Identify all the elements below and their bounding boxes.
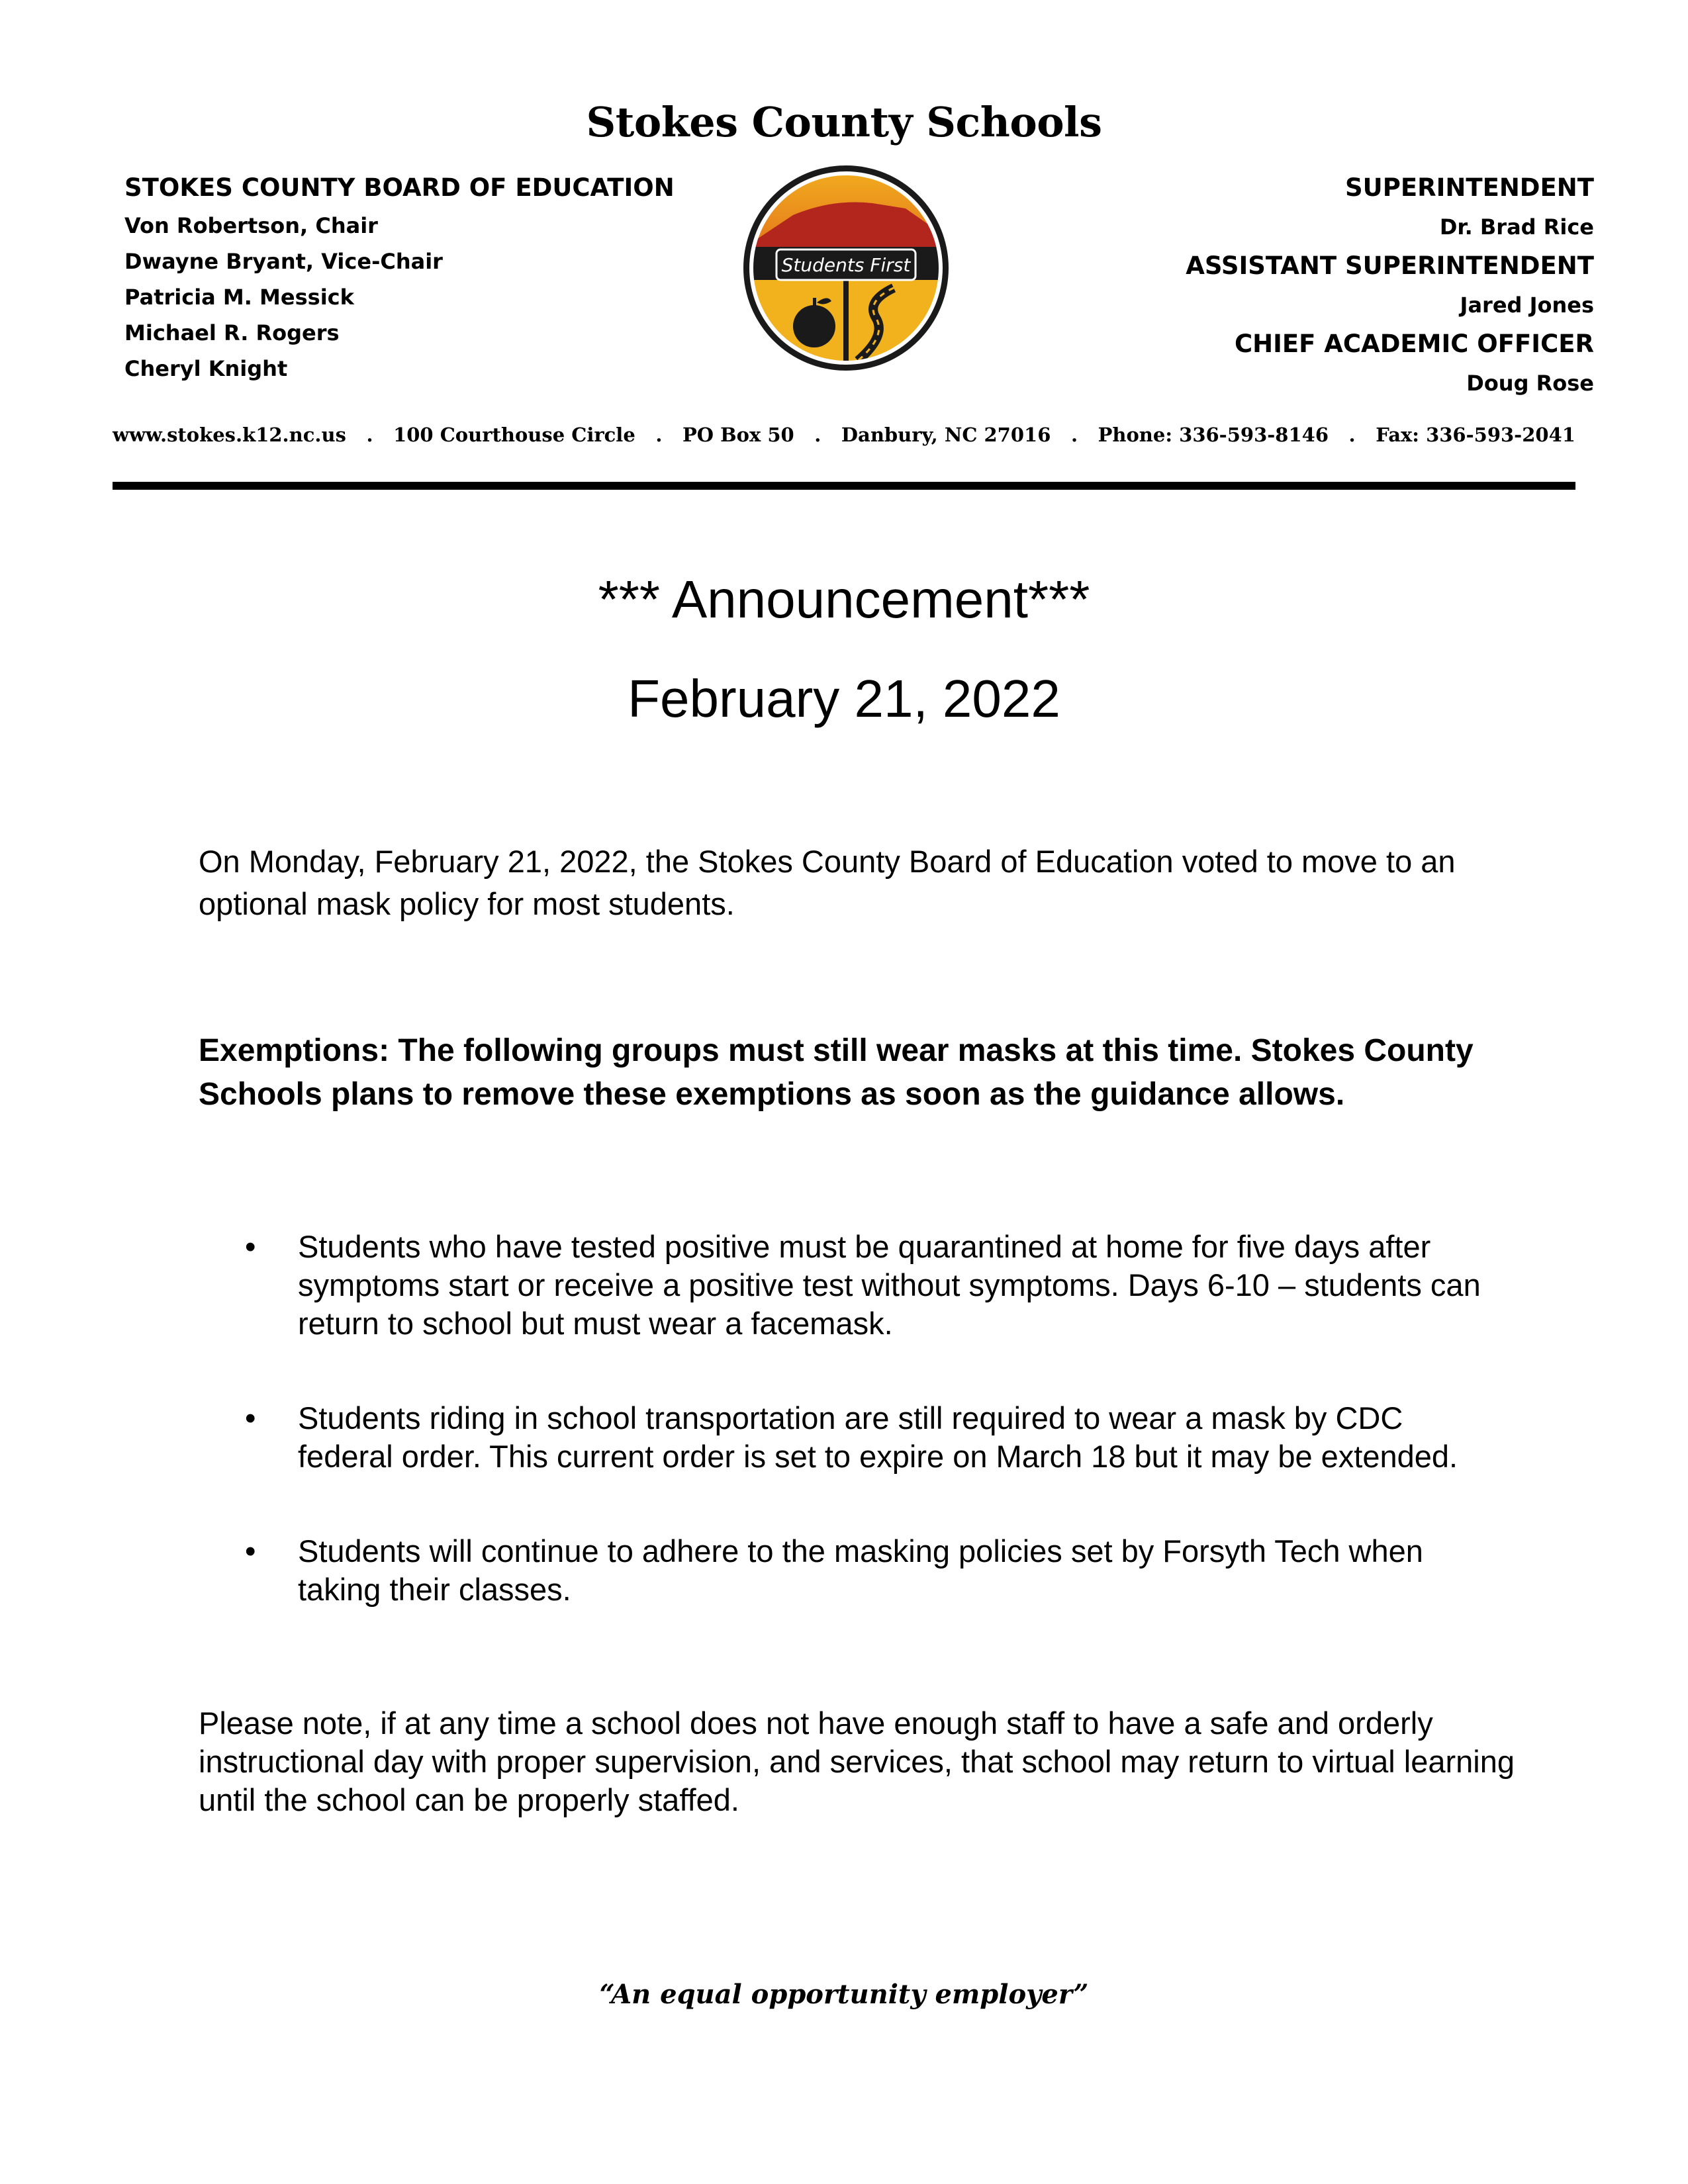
board-of-education	[124, 173, 760, 390]
separator: .	[1070, 424, 1078, 446]
staffing-note: Please note, if at any time a school does not have enough staff to have a safe and orderly instructional day with proper supervision, and services, that school may return to virtual learning until the school can be properly staffed.	[199, 1706, 1515, 1817]
list-item-text: Students riding in school transportation are still required to wear a mask by CDC federal order. This current order is set to expire on March 18 but it may be extended.	[298, 1400, 1458, 1474]
announcement-date: February 21, 2022	[628, 669, 1060, 728]
superintendent-title: SUPERINTENDENT	[1345, 173, 1594, 202]
list-item-text: Students will continue to adhere to the masking policies set by Forsyth Tech when taking their classes.	[298, 1533, 1423, 1607]
bullet-icon: •	[245, 1400, 256, 1435]
separator: .	[1348, 424, 1356, 446]
po-box: PO Box 50	[682, 424, 794, 446]
footer-tagline: “An equal opportunity employer”	[599, 1979, 1089, 2010]
list-item	[245, 1399, 1503, 1476]
assistant-superintendent-title: ASSISTANT SUPERINTENDENT	[1186, 251, 1594, 280]
assistant-superintendent-name: Jared Jones	[1460, 293, 1594, 318]
superintendent-name: Dr. Brad Rice	[1439, 214, 1594, 240]
board-member: Michael R. Rogers	[124, 320, 340, 345]
fax-number: Fax: 336-593-2041	[1376, 424, 1575, 446]
list-item	[245, 1228, 1503, 1343]
chief-academic-officer-name: Doug Rose	[1466, 371, 1594, 396]
header-divider	[113, 482, 1575, 490]
administration	[998, 173, 1594, 408]
bullet-icon: •	[245, 1229, 256, 1264]
apple-icon	[793, 305, 835, 347]
board-member: Dwayne Bryant, Vice-Chair	[124, 249, 443, 274]
chief-academic-officer-title: CHIEF ACADEMIC OFFICER	[1234, 330, 1594, 358]
contact-line	[113, 424, 1575, 446]
list-item-text: Students who have tested positive must be quarantined at home for five days after symptoms start or receive a positive test without symptoms. Days 6-10 – students can return to school but must wear a facemask.	[298, 1229, 1481, 1341]
separator: .	[814, 424, 821, 446]
board-member: Von Robertson, Chair	[124, 213, 378, 238]
logo-text: Students First	[781, 254, 911, 276]
board-member: Patricia M. Messick	[124, 285, 354, 310]
bullet-icon: •	[245, 1533, 256, 1569]
students-first-emblem	[740, 162, 952, 374]
board-heading: STOKES COUNTY BOARD OF EDUCATION	[124, 173, 675, 202]
exemptions-list	[245, 1228, 1503, 1665]
city-state-zip: Danbury, NC 27016	[841, 424, 1051, 446]
phone-number: Phone: 336-593-8146	[1098, 424, 1329, 446]
announcement-heading: *** Announcement***	[598, 570, 1090, 629]
students-first-logo	[740, 162, 952, 374]
separator: .	[655, 424, 663, 446]
exemptions-paragraph: Exemptions: The following groups must still wear masks at this time. Stokes County Schools plans to remove these exemptions as soon as the guidance allows.	[199, 1033, 1474, 1112]
website-link[interactable]: www.stokes.k12.nc.us	[113, 424, 346, 446]
board-member: Cheryl Knight	[124, 356, 288, 381]
street-address: 100 Courthouse Circle	[393, 424, 635, 446]
intro-paragraph: On Monday, February 21, 2022, the Stokes County Board of Education voted to move to an optional mask policy for most students.	[199, 844, 1456, 921]
list-item	[245, 1532, 1503, 1609]
separator: .	[366, 424, 373, 446]
district-name: Stokes County Schools	[586, 98, 1102, 146]
